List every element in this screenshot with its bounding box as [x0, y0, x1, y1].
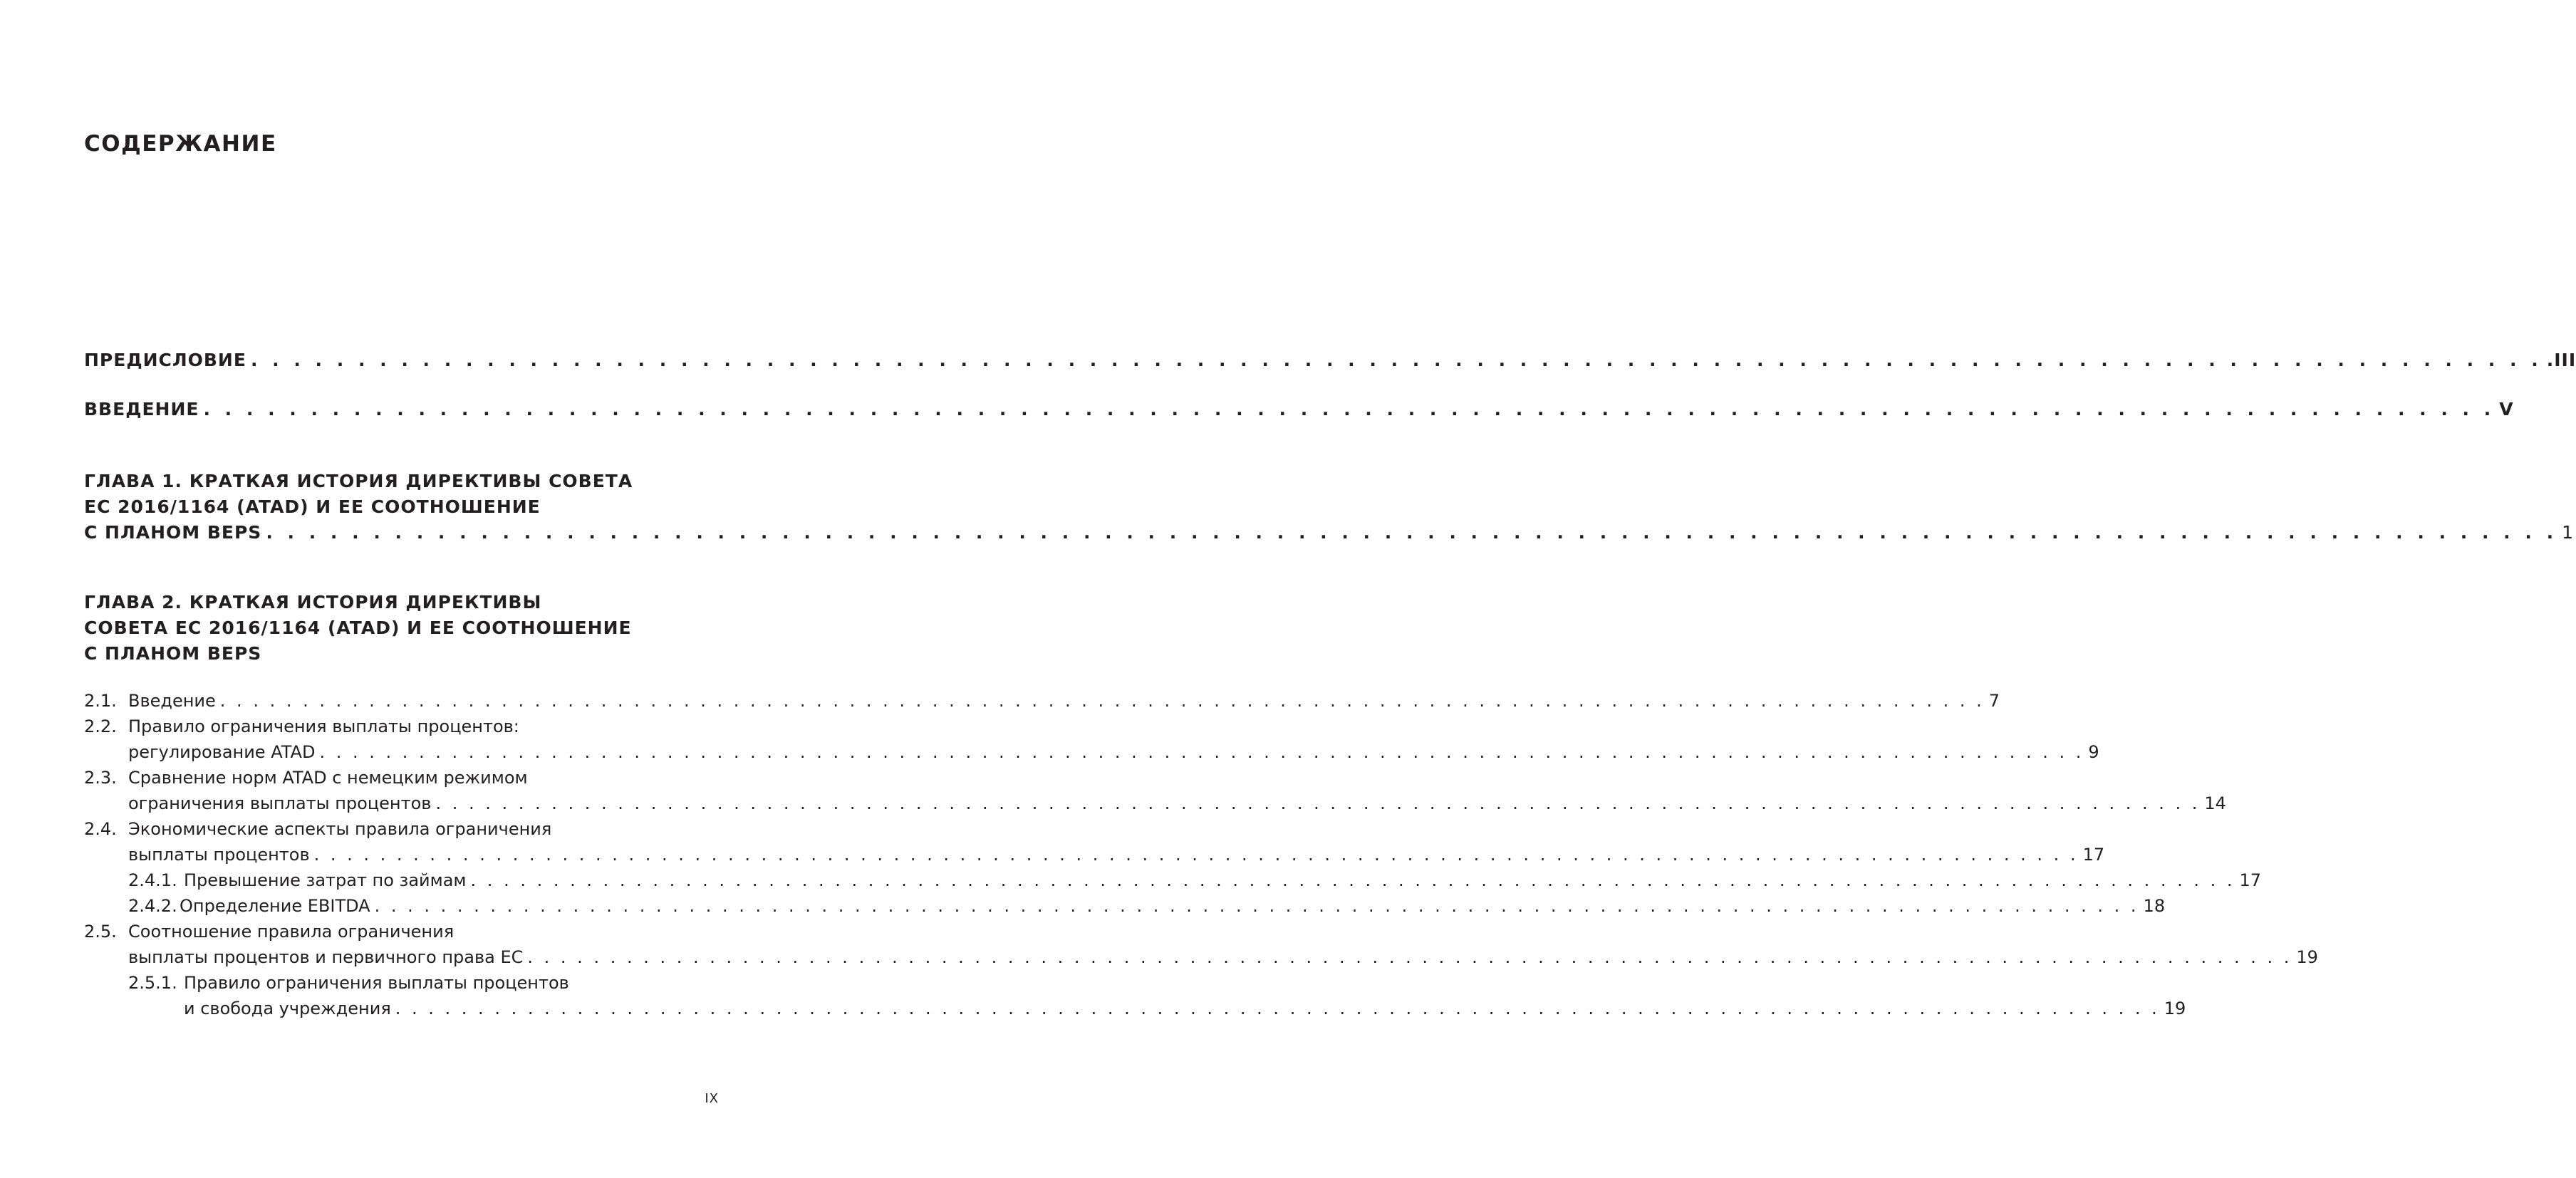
- section-number: 2.4.: [84, 819, 117, 839]
- leader-dots: [314, 842, 2079, 867]
- section-title: Правило ограничения выплаты процентов: [184, 973, 569, 993]
- section-title: Превышение затрат по займам: [184, 870, 467, 890]
- leader-dots: [266, 520, 2557, 546]
- section-title: Введение: [128, 691, 216, 711]
- toc-section-2-4-2[interactable]: [84, 893, 2166, 919]
- section-title: Правило ограничения выплаты процентов:: [128, 716, 519, 736]
- leader-dots: [251, 348, 2543, 373]
- leader-dots: [395, 996, 2160, 1021]
- section-title: ограничения выплаты процентов: [128, 793, 432, 813]
- toc-section-2-4-1[interactable]: [84, 867, 2262, 893]
- toc-entry-label: ПРЕДИСЛОВИЕ: [84, 350, 246, 370]
- leader-dots: [319, 739, 2084, 765]
- section-number: 2.5.1.: [128, 973, 177, 993]
- toc-section-2-5[interactable]: [84, 919, 2318, 970]
- section-title: Определение EBITDA: [180, 896, 370, 916]
- chapter-title-line: ЕС 2016/1164 (ATAD) И ЕЕ СООТНОШЕНИЕ: [84, 496, 541, 517]
- toc-entry-page: .III: [2546, 350, 2576, 370]
- toc-section-2-2[interactable]: [84, 714, 2099, 765]
- chapter-title-line: С ПЛАНОМ BEPS: [84, 522, 262, 543]
- section-page: 19: [2296, 947, 2318, 967]
- section-page: 18: [2143, 896, 2166, 916]
- section-page: 14: [2204, 793, 2226, 813]
- toc-section-2-5-1[interactable]: [84, 970, 2186, 1021]
- leader-dots: [220, 688, 1985, 714]
- toc-section-2-4[interactable]: [84, 816, 2105, 867]
- section-number: 2.3.: [84, 768, 117, 788]
- section-title: и свобода учреждения: [184, 999, 391, 1018]
- toc-section-list: [84, 688, 2318, 1021]
- section-page: 19: [2164, 999, 2186, 1018]
- section-number: 2.1.: [84, 691, 117, 711]
- leader-dots: [203, 397, 2495, 422]
- section-page: 17: [2082, 845, 2105, 865]
- section-number: 2.5.: [84, 922, 117, 942]
- section-number: 2.4.1.: [128, 870, 177, 890]
- section-title: выплаты процентов и первичного права ЕС: [128, 947, 524, 967]
- toc-entry-preface[interactable]: [84, 348, 2576, 373]
- section-page: 17: [2239, 870, 2262, 890]
- toc-entry-page: 1: [2562, 522, 2574, 543]
- toc-entry-page: V: [2499, 399, 2514, 419]
- page-title: СОДЕРЖАНИЕ: [84, 131, 277, 157]
- section-page: 9: [2088, 742, 2099, 762]
- toc-section-2-3[interactable]: [84, 765, 2226, 816]
- section-page: 7: [1988, 691, 2000, 711]
- leader-dots: [375, 893, 2139, 919]
- section-title: регулирование ATAD: [128, 742, 316, 762]
- chapter-title-line: СОВЕТА ЕС 2016/1164 (ATAD) И ЕЕ СООТНОШЕНИЕ: [84, 617, 632, 638]
- toc-entry-label: ВВЕДЕНИЕ: [84, 399, 199, 419]
- chapter-title-line: ГЛАВА 2. КРАТКАЯ ИСТОРИЯ ДИРЕКТИВЫ: [84, 592, 542, 613]
- leader-dots: [471, 867, 2235, 893]
- toc-section-2-1[interactable]: [84, 688, 2000, 714]
- leader-dots: [435, 791, 2200, 816]
- section-title: выплаты процентов: [128, 845, 310, 865]
- section-number: 2.2.: [84, 716, 117, 736]
- section-title: Соотношение правила ограничения: [128, 922, 455, 942]
- folio-page-number: IX: [705, 1091, 719, 1106]
- chapter-title-line: С ПЛАНОМ BEPS: [84, 643, 262, 664]
- toc-entry-chapter-2[interactable]: [84, 590, 719, 667]
- toc-entry-introduction[interactable]: [84, 397, 2514, 422]
- section-title: Сравнение норм ATAD с немецким режимом: [128, 768, 528, 788]
- section-title: Экономические аспекты правила ограничения: [128, 819, 552, 839]
- toc-entry-chapter-1[interactable]: [84, 469, 2574, 546]
- leader-dots: [527, 944, 2292, 970]
- section-number: 2.4.2.: [128, 896, 177, 916]
- chapter-title-line: ГЛАВА 1. КРАТКАЯ ИСТОРИЯ ДИРЕКТИВЫ СОВЕТА: [84, 471, 633, 491]
